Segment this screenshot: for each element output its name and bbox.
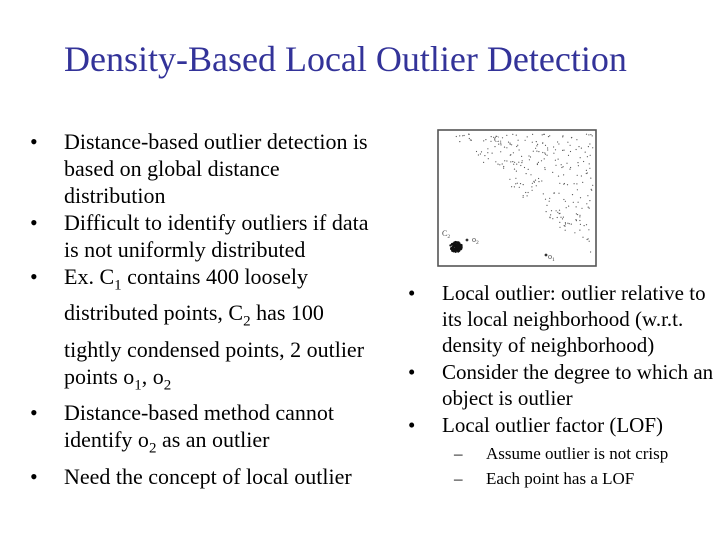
c1-point — [506, 160, 507, 161]
c1-point — [574, 232, 575, 233]
bullet-dot: • — [30, 210, 38, 235]
c1-point — [566, 207, 567, 208]
c1-point — [557, 217, 558, 218]
c1-point — [528, 169, 529, 170]
left-bullet-list — [30, 128, 370, 490]
c1-point — [558, 143, 559, 144]
c1-point — [549, 135, 550, 136]
c1-point — [566, 163, 567, 164]
c1-point — [509, 143, 510, 144]
c1-point — [506, 135, 507, 136]
c1-point — [588, 207, 589, 208]
c1-point — [538, 162, 539, 163]
c1-point — [520, 165, 521, 166]
c1-point — [533, 181, 534, 182]
c1-point — [545, 169, 546, 170]
c1-point — [504, 147, 505, 148]
c1-point — [590, 134, 591, 135]
c1-point — [559, 213, 560, 214]
c1-point — [569, 169, 570, 170]
c1-point — [592, 135, 593, 136]
c1-point — [577, 162, 578, 163]
c1-point — [518, 140, 519, 141]
c1-point — [558, 176, 559, 177]
c1-point — [529, 159, 530, 160]
c1-point — [586, 170, 587, 171]
c1-point — [532, 190, 533, 191]
c1-point — [559, 227, 560, 228]
c1-point — [559, 210, 560, 211]
c1-point — [518, 162, 519, 163]
c1-point — [483, 140, 484, 141]
scatter-plot — [436, 128, 600, 270]
c1-point — [549, 198, 550, 199]
c1-point — [502, 163, 503, 164]
c1-point — [543, 193, 544, 194]
right-bullet-column — [408, 280, 720, 492]
c1-point — [580, 224, 581, 225]
c1-point — [527, 195, 528, 196]
c1-point — [469, 134, 470, 135]
c1-point — [570, 145, 571, 146]
c1-point — [523, 184, 524, 185]
right-sub-bullet-item: – Assume outlier is not crisp — [454, 444, 669, 463]
c1-point — [581, 208, 582, 209]
c1-point — [523, 195, 524, 196]
c1-point — [535, 148, 536, 149]
c1-point — [579, 216, 580, 217]
slide-title: Density-Based Local Outlier Detection — [64, 39, 627, 79]
c1-point — [533, 151, 534, 152]
c1-point — [547, 147, 548, 148]
c1-point — [545, 145, 546, 146]
c1-point — [509, 179, 510, 180]
c1-point — [510, 144, 511, 145]
c1-point — [591, 190, 592, 191]
bullet-dot: • — [30, 400, 38, 426]
c1-point — [576, 213, 577, 214]
c1-point — [524, 167, 525, 168]
c1-point — [590, 178, 591, 179]
left-bullet-item: • Distance-based method cannot identify $o_2$ as an outlier — [30, 400, 335, 457]
c1-point — [530, 174, 531, 175]
c1-point — [511, 144, 512, 145]
c1-point — [483, 162, 484, 163]
c1-point — [488, 158, 489, 159]
c1-point — [592, 147, 593, 148]
label-o2: $o_2$ — [472, 235, 479, 246]
c1-point — [510, 161, 511, 162]
c1-point — [541, 160, 542, 161]
c1-point — [549, 217, 550, 218]
c1-point — [514, 169, 515, 170]
c1-point — [537, 144, 538, 145]
c1-point — [525, 140, 526, 141]
c1-point — [557, 141, 558, 142]
c1-point — [503, 168, 504, 169]
c1-point — [555, 149, 556, 150]
c1-point — [570, 151, 571, 152]
right-bullet-item: • Local outlier: outlier relative to its local neighborhood (w.r.t. density of neighborhood) — [408, 281, 706, 357]
c1-point — [586, 134, 587, 135]
c1-point — [579, 230, 580, 231]
c1-point — [545, 154, 546, 155]
c1-point — [492, 153, 493, 154]
c1-point — [568, 155, 569, 156]
c1-point — [510, 155, 511, 156]
c1-point — [574, 183, 575, 184]
c1-point — [521, 156, 522, 157]
c1-point — [542, 142, 543, 143]
c1-point — [535, 180, 536, 181]
c1-point — [584, 225, 585, 226]
c1-point — [506, 147, 507, 148]
c1-point — [589, 163, 590, 164]
c1-point — [462, 135, 463, 136]
c1-point — [487, 152, 488, 153]
c1-point — [567, 184, 568, 185]
right-bullet-item: • Consider the degree to which an object is outlier — [408, 360, 714, 410]
c1-point — [515, 178, 516, 179]
c1-point — [543, 134, 544, 135]
c1-point — [553, 146, 554, 147]
c1-point — [548, 136, 549, 137]
c1-point — [589, 168, 590, 169]
c1-point — [547, 149, 548, 150]
c1-point — [513, 152, 514, 153]
bullet-dot: • — [30, 463, 38, 489]
c1-point — [588, 238, 589, 239]
c1-point — [559, 222, 560, 223]
c2-point — [456, 243, 458, 245]
c1-point — [512, 161, 513, 162]
c1-point — [471, 140, 472, 141]
c1-point — [517, 183, 518, 184]
c1-point — [464, 135, 465, 136]
c1-point — [508, 142, 509, 143]
c1-point — [583, 161, 584, 162]
c1-point — [544, 152, 545, 153]
c1-point — [487, 148, 488, 149]
c1-point — [515, 183, 516, 184]
c1-point — [563, 199, 564, 200]
c1-point — [589, 208, 590, 209]
c1-point — [560, 217, 561, 218]
c1-point — [565, 222, 566, 223]
c1-point — [530, 156, 531, 157]
c1-point — [546, 205, 547, 206]
c1-point — [562, 218, 563, 219]
c1-point — [519, 149, 520, 150]
c1-point — [551, 210, 552, 211]
c1-point — [484, 155, 485, 156]
c1-point — [511, 186, 512, 187]
c1-point — [579, 215, 580, 216]
left-bullet-item: • Need the concept of local outlier — [30, 463, 352, 489]
c1-point — [572, 194, 573, 195]
c1-point — [556, 210, 557, 211]
c1-point — [589, 200, 590, 201]
c1-point — [491, 136, 492, 137]
c1-point — [459, 141, 460, 142]
c1-point — [514, 162, 515, 163]
c1-point — [528, 192, 529, 193]
label-c2: $C_2$ — [442, 229, 451, 240]
c1-point — [538, 181, 539, 182]
c1-point — [580, 197, 581, 198]
c1-point — [459, 135, 460, 136]
c1-point — [522, 160, 523, 161]
c1-point — [577, 214, 578, 215]
c1-point — [485, 139, 486, 140]
c1-point — [527, 136, 528, 137]
c1-point — [586, 203, 587, 204]
c1-point — [576, 139, 577, 140]
c1-point — [536, 185, 537, 186]
c1-point — [542, 134, 543, 135]
c1-point — [561, 164, 562, 165]
c1-point — [532, 142, 533, 143]
c1-point — [513, 164, 514, 165]
outlier-o1-point — [545, 254, 548, 257]
right-bullet-list — [408, 280, 720, 438]
c1-point — [521, 162, 522, 163]
c1-point — [544, 158, 545, 159]
c1-point — [499, 164, 500, 165]
c2-point — [453, 244, 455, 246]
right-bullet-item: • Local outlier factor (LOF) — [408, 413, 663, 437]
c1-point — [570, 167, 571, 168]
c1-point — [549, 201, 550, 202]
c1-point — [559, 183, 560, 184]
c1-point — [567, 223, 568, 224]
left-bullet-column — [30, 128, 370, 490]
c1-point — [576, 149, 577, 150]
c1-point — [588, 146, 589, 147]
c1-point — [563, 184, 564, 185]
c1-point — [502, 137, 503, 138]
c1-point — [495, 161, 496, 162]
c1-point — [558, 193, 559, 194]
c2-point — [455, 251, 457, 253]
c1-point — [573, 202, 574, 203]
c1-point — [589, 143, 590, 144]
right-sub-bullet-list — [408, 442, 720, 491]
label-c1: $C_1$ — [494, 135, 503, 146]
c1-point — [557, 212, 558, 213]
c1-point — [544, 167, 545, 168]
c1-point — [577, 189, 578, 190]
c1-point — [516, 135, 517, 136]
c1-point — [563, 166, 564, 167]
c1-point — [478, 154, 479, 155]
right-sub-bullet-item: – Each point has a LOF — [454, 469, 635, 488]
c1-point — [517, 145, 518, 146]
c1-point — [550, 214, 551, 215]
c1-point — [578, 165, 579, 166]
label-o1: $o_1$ — [548, 252, 555, 263]
left-bullet-item: • Difficult to identify outliers if data is not uniformly distributed — [30, 210, 369, 262]
c2-point — [456, 246, 458, 248]
c1-point — [538, 151, 539, 152]
c1-point — [512, 134, 513, 135]
c1-point — [564, 226, 565, 227]
c1-point — [536, 141, 537, 142]
bullet-dot: • — [30, 264, 38, 289]
c1-point — [588, 229, 589, 230]
c1-point — [554, 192, 555, 193]
c1-point — [565, 201, 566, 202]
c1-point — [589, 241, 590, 242]
c1-point — [523, 197, 524, 198]
c1-point — [516, 146, 517, 147]
c1-point — [590, 155, 591, 156]
c1-point — [561, 167, 562, 168]
c1-point — [520, 183, 521, 184]
c1-point — [552, 218, 553, 219]
c1-point — [576, 206, 577, 207]
c1-point — [575, 219, 576, 220]
c1-point — [504, 160, 505, 161]
c1-point — [552, 172, 553, 173]
c1-point — [582, 237, 583, 238]
c1-point — [494, 146, 495, 147]
c1-point — [577, 175, 578, 176]
c1-point — [528, 155, 529, 156]
c1-point — [480, 153, 481, 154]
c1-point — [536, 151, 537, 152]
c1-point — [497, 164, 498, 165]
c1-point — [565, 230, 566, 231]
bullet-dot: • — [30, 129, 38, 154]
c1-point — [532, 183, 533, 184]
c1-point — [519, 187, 520, 188]
c1-point — [569, 223, 570, 224]
c1-point — [562, 135, 563, 136]
c1-point — [516, 171, 517, 172]
c1-point — [537, 164, 538, 165]
c1-point — [587, 156, 588, 157]
c1-point — [456, 136, 457, 137]
c1-point — [553, 153, 554, 154]
cluster-scatter-figure — [436, 128, 600, 270]
c1-point — [587, 195, 588, 196]
c1-point — [567, 142, 568, 143]
c1-point — [542, 152, 543, 153]
c1-point — [532, 134, 533, 135]
c1-point — [587, 239, 588, 240]
c1-point — [585, 152, 586, 153]
c1-point — [579, 220, 580, 221]
c1-point — [500, 151, 501, 152]
c1-point — [546, 211, 547, 212]
c1-point — [571, 224, 572, 225]
c1-point — [547, 155, 548, 156]
c1-point — [470, 139, 471, 140]
c1-point — [525, 192, 526, 193]
c1-point — [558, 159, 559, 160]
c1-point — [586, 224, 587, 225]
c1-point — [538, 178, 539, 179]
c1-point — [565, 223, 566, 224]
c1-point — [476, 151, 477, 152]
c1-point — [582, 182, 583, 183]
outlier-o2-point — [466, 239, 469, 242]
c1-point — [581, 175, 582, 176]
c1-point — [514, 186, 515, 187]
c1-point — [490, 141, 491, 142]
c1-point — [516, 164, 517, 165]
c2-point — [458, 248, 460, 250]
c1-point — [531, 186, 532, 187]
c1-point — [581, 148, 582, 149]
c2-point — [451, 247, 453, 249]
c1-point — [526, 173, 527, 174]
c1-point — [580, 157, 581, 158]
c1-point — [469, 138, 470, 139]
c1-point — [588, 134, 589, 135]
c1-point — [592, 185, 593, 186]
left-bullet-item: • Ex. $C_1$ contains 400 loosely distributed points, $C_2$ has 100 tightly condensed points, 2 outlier points $o_1$, $o_2$ — [30, 264, 365, 394]
c1-point — [481, 151, 482, 152]
c1-point — [563, 217, 564, 218]
c1-point — [541, 180, 542, 181]
c1-point — [590, 251, 591, 252]
c1-point — [571, 137, 572, 138]
c1-point — [568, 206, 569, 207]
c1-point — [562, 150, 563, 151]
c1-point — [563, 174, 564, 175]
c2-point — [457, 250, 459, 252]
left-bullet-item: • Distance-based outlier detection is based on global distance distribution — [30, 129, 368, 208]
c1-point — [578, 202, 579, 203]
c1-point — [503, 166, 504, 167]
c1-point — [586, 173, 587, 174]
c1-point — [555, 165, 556, 166]
c1-point — [555, 160, 556, 161]
c1-point — [563, 150, 564, 151]
c1-point — [545, 199, 546, 200]
c1-point — [536, 145, 537, 146]
c1-point — [578, 146, 579, 147]
c1-point — [576, 183, 577, 184]
